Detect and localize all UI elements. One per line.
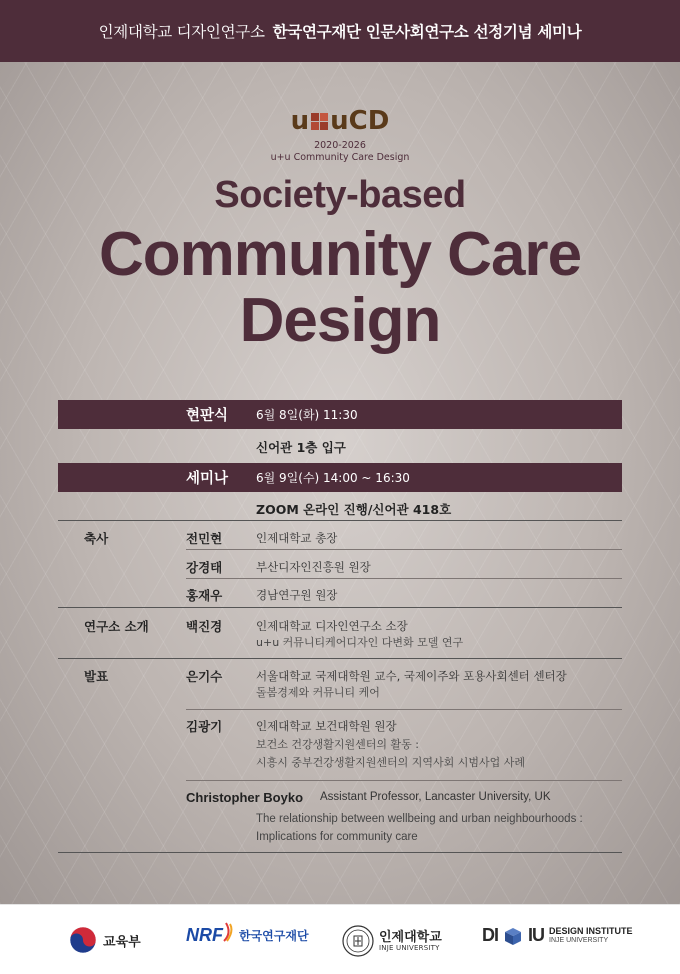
category-congrats: 축사	[84, 531, 109, 546]
logo-mark-right: uCD	[330, 106, 390, 136]
divider	[58, 607, 622, 608]
speaker-role: 경남연구원 원장	[256, 588, 338, 602]
di-label-1: DESIGN INSTITUTE	[549, 926, 633, 936]
talk-topic: 돌봄경제와 커뮤니티 케어	[256, 686, 380, 699]
design-institute-logo	[482, 925, 633, 946]
speaker-name: 은기수	[186, 669, 223, 684]
divider	[186, 578, 622, 579]
talk-topic: u+u 커뮤니티케어디자인 다변화 모델 연구	[256, 636, 464, 649]
speaker-role: 인제대학교 총장	[256, 531, 338, 545]
di-label-2: INJE UNIVERSITY	[549, 937, 609, 944]
di-mark-2: IU	[528, 925, 544, 945]
nrf-mark: NRF	[186, 925, 223, 945]
inje-label-kr: 인제대학교	[379, 929, 442, 945]
di-mark: DI	[482, 925, 498, 945]
taegeuk-icon	[68, 925, 98, 955]
divider	[186, 780, 622, 781]
logo-subtitle: u+u Community Care Design	[270, 152, 410, 163]
talk-topic: Implications for community care	[256, 831, 418, 843]
event-place: ZOOM 온라인 진행/신어관 418호	[256, 502, 452, 517]
title-line-2: Community Care	[98, 220, 582, 289]
poster-body	[0, 62, 680, 904]
banner-event-title: 한국연구재단 인문사회연구소 선정기념 세미나	[272, 23, 582, 41]
logo-years: 2020-2026	[314, 140, 366, 151]
uucd-logo	[0, 106, 680, 163]
logo-mark-left: u	[290, 106, 310, 136]
talk-topic: 시흥시 중부건강생활지원센터의 지역사회 시범사업 사례	[256, 756, 526, 769]
talk-topic: 보건소 건강생활지원센터의 활동 :	[256, 738, 419, 751]
uucd-logo-mark	[291, 106, 390, 136]
nrf-arc-icon	[222, 921, 234, 943]
speaker-name: 김광기	[186, 719, 223, 734]
speaker-name: 강경태	[186, 560, 223, 575]
speaker-role: Assistant Professor, Lancaster University, UK	[320, 791, 551, 803]
event-label: 현판식	[186, 408, 229, 424]
speaker-name: Christopher Boyko	[186, 790, 304, 805]
talk-topic: The relationship between wellbeing and urban neighbourhoods :	[256, 813, 583, 825]
event-place: 신어관 1층 입구	[256, 440, 346, 455]
divider	[186, 709, 622, 710]
speaker-name: 전민현	[186, 531, 223, 546]
divider	[58, 658, 622, 659]
moe-logo	[68, 925, 141, 955]
nrf-label: 한국연구재단	[239, 929, 309, 943]
speaker-role: 부산디자인진흥원 원장	[256, 560, 371, 574]
title-line-3: Design	[239, 286, 441, 355]
speaker-role: 서울대학교 국제대학원 교수, 국제이주와 포용사회센터 센터장	[256, 669, 567, 683]
banner-organizer: 인제대학교 디자인연구소	[98, 23, 265, 41]
speaker-name: 홍재우	[186, 588, 223, 603]
inje-label-en: INJE UNIVERSITY	[379, 943, 440, 952]
title-line-1: Society-based	[214, 174, 466, 216]
category-intro: 연구소 소개	[84, 619, 149, 634]
event-label: 세미나	[186, 471, 229, 487]
inje-seal-icon	[342, 925, 374, 957]
divider	[58, 520, 622, 521]
event-time: 6월 9일(수) 14:00 ~ 16:30	[256, 471, 410, 485]
event-bar-seminar	[58, 463, 622, 492]
inje-logo	[342, 925, 442, 957]
sponsor-footer	[0, 904, 680, 974]
top-banner	[0, 0, 680, 62]
speaker-role: 인제대학교 보건대학원 원장	[256, 719, 397, 733]
divider	[58, 852, 622, 853]
di-cube-icon	[503, 926, 523, 946]
event-bar-plaque	[58, 400, 622, 429]
category-presentation: 발표	[84, 669, 109, 684]
divider	[186, 549, 622, 550]
logo-squares-icon	[311, 113, 328, 130]
moe-label: 교육부	[103, 934, 141, 950]
speaker-role: 인제대학교 디자인연구소 소장	[256, 619, 408, 633]
nrf-logo	[186, 925, 309, 946]
event-time: 6월 8일(화) 11:30	[256, 408, 358, 422]
speaker-name: 백진경	[186, 619, 223, 634]
